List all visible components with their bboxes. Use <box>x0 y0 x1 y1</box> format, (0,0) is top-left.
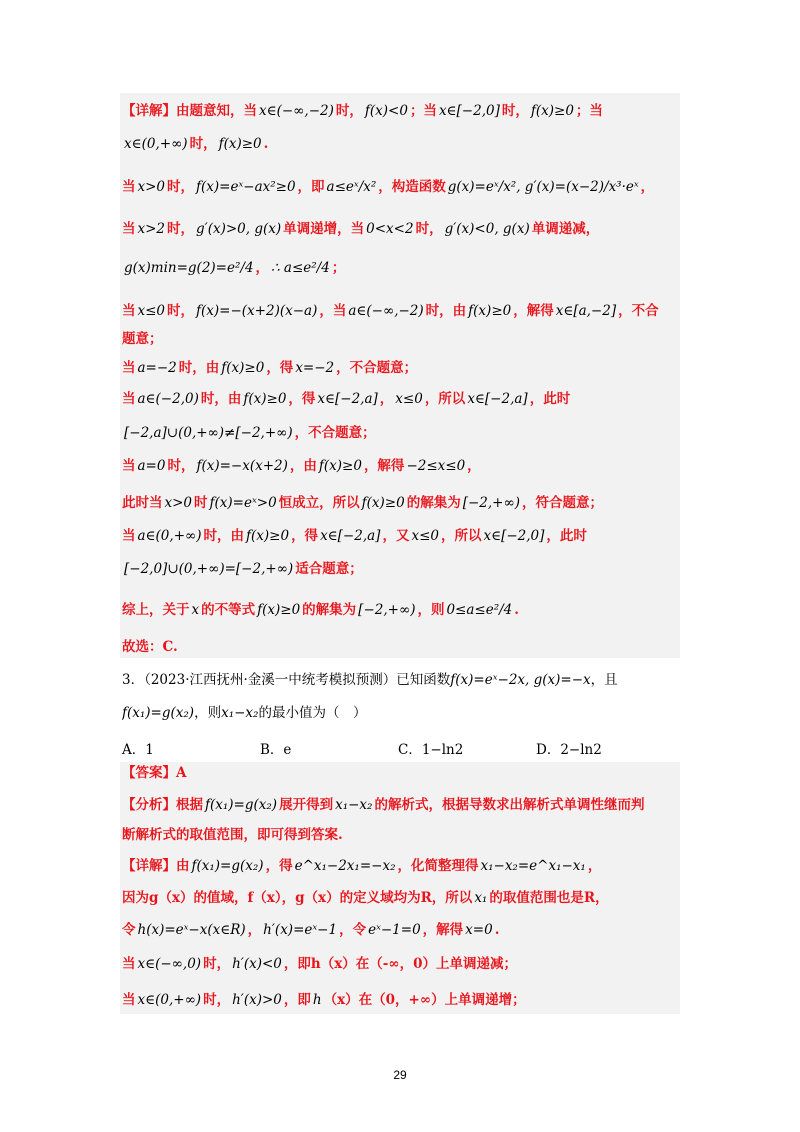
math-expression: x=−2 <box>295 360 335 376</box>
solution-text: ，此时 <box>529 391 571 407</box>
solution-text: 的不等式 <box>201 602 256 618</box>
function-definition: f(x)=eˣ−2x, g(x)=−x <box>450 672 591 688</box>
solution-text: 当 <box>122 528 136 544</box>
solution-line <box>122 954 678 974</box>
math-expression: f(x)=−(x+2)(x−a) <box>196 303 318 319</box>
solution-text: 展开得到 <box>279 797 334 813</box>
solution-text: ，即h（x）在（-∞，0）上单调递减； <box>283 956 517 972</box>
solution-text: 时， <box>167 179 195 195</box>
solution-line <box>122 358 678 378</box>
solution-text: 当 <box>122 391 136 407</box>
math-expression: f(x)≥0 <box>257 602 301 618</box>
solution-line <box>122 301 678 321</box>
math-expression: g′(x)<0, g(x) <box>444 221 530 237</box>
math-expression: x∈[−2,a] <box>320 528 381 544</box>
solution-text: . <box>263 136 269 152</box>
math-expression: x≤0 <box>137 303 166 319</box>
math-expression: x∈(0,+∞) <box>137 992 202 1008</box>
solution-text: ， <box>379 391 394 407</box>
solution-text: ，所以 <box>424 391 466 407</box>
math-expression: x₁ <box>474 890 488 906</box>
solution-line <box>122 101 678 121</box>
solution-text: ，不合题意； <box>294 425 376 441</box>
solution-text: ，即 <box>283 992 311 1008</box>
solution-text: 的取值范围也是R， <box>489 890 609 906</box>
solution-text: 时， <box>335 103 363 119</box>
solution-text: ，构造函数 <box>378 179 446 195</box>
math-expression: a≤eˣ/x² <box>326 179 377 195</box>
solution-text: 综上，关于 <box>122 602 190 618</box>
solution-text: ，解得 <box>513 303 554 319</box>
solution-text: . <box>514 602 519 618</box>
math-expression: g(x)=eˣ/x², g′(x)=(x−2)/x³·eˣ <box>447 179 639 195</box>
solution-text: ，此时 <box>546 528 587 544</box>
solution-text: （x）在（0，+∞）上单调递增； <box>323 992 526 1008</box>
solution-text: ，符合题意； <box>522 495 603 511</box>
math-expression: x=0 <box>465 922 493 938</box>
solution-text: ，得 <box>265 858 293 874</box>
math-expression: [−2,a]∪(0,+∞)≠[−2,+∞) <box>124 425 293 441</box>
solution-text: 单调递减， <box>531 221 600 237</box>
solution-text: 时， <box>415 221 443 237</box>
math-expression: [−2,0]∪(0,+∞)=[−2,+∞) <box>124 561 294 577</box>
solution-text: ，解得 <box>422 922 464 938</box>
solution-line <box>122 856 678 876</box>
solution-text: ，所以 <box>440 528 482 544</box>
option-b: B．e <box>260 742 292 758</box>
solution-text: 当 <box>122 360 136 376</box>
solution-text: 此时当 <box>122 495 163 511</box>
solution-text: . <box>494 922 500 938</box>
math-expression: x∈[−2,0] <box>438 103 500 119</box>
math-expression: x>0 <box>164 495 193 511</box>
solution-text: 适合题意； <box>295 561 363 577</box>
solution-line <box>122 329 678 349</box>
solution-text: 时 <box>194 495 208 511</box>
solution-line <box>122 600 678 620</box>
solution-text: ，得 <box>288 391 316 407</box>
math-expression: f(x)≥0 <box>218 136 262 152</box>
solution-line <box>122 134 678 154</box>
math-expression: h′(x)=eˣ−1 <box>263 922 338 938</box>
solution-text: 时， <box>167 458 195 474</box>
math-expression: a∈(−∞,−2) <box>348 303 424 319</box>
math-expression: f(x)=eˣ−ax²≥0 <box>196 179 296 195</box>
solution-text: 【分析】根据 <box>122 797 203 813</box>
solution-text: 当 <box>122 303 136 319</box>
solution-text: 故选：C. <box>122 639 178 655</box>
solution-text: 时， <box>203 992 231 1008</box>
math-expression: x <box>191 602 200 618</box>
solution-line <box>122 763 678 783</box>
solution-text: ，得 <box>266 360 294 376</box>
math-expression: x₁−x₂=e^x₁−x₁ <box>480 858 586 874</box>
solution-text: 题意； <box>122 331 163 347</box>
math-expression: f(x)≥0 <box>361 495 405 511</box>
solution-line <box>122 888 678 908</box>
solution-text: ，化简整理得 <box>397 858 479 874</box>
question-line-1: 3．（2023·江西抚州·金溪一中统考模拟预测）已知函数f(x)=eˣ−2x, g(x)=−x，且 <box>122 672 618 688</box>
math-expression: g(x)min=g(2)=e²/4 <box>124 260 254 276</box>
math-expression: f(x)≥0 <box>318 458 362 474</box>
math-expression: x∈(0,+∞) <box>124 136 188 152</box>
solution-line <box>122 177 678 197</box>
math-expression: x>2 <box>137 221 166 237</box>
solution-text: 时，由 <box>425 303 467 319</box>
solution-text: 时，由 <box>178 360 220 376</box>
math-expression: [−2,+∞) <box>462 495 520 511</box>
solution-text: 断解析式的取值范围，即可得到答案. <box>122 827 343 843</box>
math-expression: f(x)<0 <box>364 103 408 119</box>
math-expression: x∈(−∞,−2) <box>259 103 334 119</box>
solution-text: ，又 <box>382 528 410 544</box>
math-expression: f(x)≥0 <box>243 391 287 407</box>
math-expression: x∈[a,−2] <box>555 303 617 319</box>
solution-text: 令 <box>122 922 136 938</box>
solution-text: ；当 <box>575 103 603 119</box>
math-expression: e^x₁−2x₁=−x₂ <box>294 858 396 874</box>
math-expression: x∈(−∞,0) <box>137 956 202 972</box>
solution-text: ，由 <box>289 458 317 474</box>
math-expression: f(x)≥0 <box>246 528 290 544</box>
math-expression: eˣ−1=0 <box>368 922 421 938</box>
solution-text: ，令 <box>339 922 367 938</box>
solution-line <box>122 219 678 239</box>
math-expression: x₁−x₂ <box>335 797 373 813</box>
solution-text: 当 <box>122 179 136 195</box>
solution-text: 因为g（x）的值域，f（x），g（x）的定义域均为R，所以 <box>122 890 473 906</box>
solution-text: 时， <box>203 956 231 972</box>
solution-text: ，不合题意； <box>336 360 418 376</box>
question-line-2: f(x₁)=g(x₂)，则x₁−x₂的最小值为（ ） <box>122 705 367 721</box>
solution-line <box>122 423 678 443</box>
math-expression: h(x)=eˣ−x(x∈R) <box>137 922 246 938</box>
solution-text: ， <box>255 260 270 276</box>
math-expression: x∈[−2,0] <box>483 528 545 544</box>
math-expression: x∈[−2,a] <box>317 391 378 407</box>
solution-text: 时， <box>167 221 195 237</box>
solution-line <box>122 559 678 579</box>
solution-text: 时，由 <box>200 391 242 407</box>
solution-text: ； <box>331 260 346 276</box>
solution-text: ，则 <box>417 602 445 618</box>
solution-line <box>122 389 678 409</box>
solution-text: 的解析式，根据导数求出解析式单调性继而判 <box>374 797 645 813</box>
solution-text: 时， <box>501 103 529 119</box>
solution-line <box>122 258 678 278</box>
page-number: 29 <box>393 1068 407 1082</box>
solution-text: 【详解】由 <box>122 858 190 874</box>
solution-text: ，当 <box>319 303 347 319</box>
solution-line <box>122 493 678 513</box>
solution-text: ；当 <box>409 103 437 119</box>
math-expression: ∴ a≤e²/4 <box>271 260 330 276</box>
math-expression: f(x)≥0 <box>468 303 512 319</box>
math-expression: f(x)≥0 <box>530 103 574 119</box>
solution-text: ，不合 <box>618 303 659 319</box>
solution-line <box>122 825 678 845</box>
math-expression: 0<x<2 <box>366 221 414 237</box>
math-expression: h <box>312 992 322 1008</box>
solution-text: ， <box>247 922 262 938</box>
solution-text: ，即 <box>297 179 325 195</box>
math-expression: a∈(0,+∞) <box>137 528 202 544</box>
math-expression: a=−2 <box>137 360 177 376</box>
math-expression: a∈(−2,0) <box>137 391 199 407</box>
solution-text: 当 <box>122 992 136 1008</box>
math-expression: x∈[−2,a] <box>467 391 528 407</box>
solution-text: 时， <box>167 303 195 319</box>
math-expression: g′(x)>0, g(x) <box>196 221 282 237</box>
math-expression: x≤0 <box>411 528 439 544</box>
solution-text: 的解集为 <box>406 495 461 511</box>
solution-text: 恒成立，所以 <box>278 495 360 511</box>
math-expression: x≤0 <box>395 391 423 407</box>
solution-text: ， <box>587 858 602 874</box>
math-expression: f(x)=eˣ>0 <box>209 495 277 511</box>
solution-line <box>122 637 678 657</box>
solution-text: 当 <box>122 221 136 237</box>
math-expression: h′(x)<0 <box>232 956 282 972</box>
solution-line <box>122 795 678 815</box>
math-expression: f(x₁)=g(x₂) <box>205 797 278 813</box>
solution-line <box>122 990 678 1010</box>
solution-text: ， <box>640 179 655 195</box>
math-expression: f(x)=−x(x+2) <box>196 458 288 474</box>
math-expression: h′(x)>0 <box>232 992 282 1008</box>
solution-text: 单调递增，当 <box>283 221 365 237</box>
math-expression: f(x₁)=g(x₂) <box>191 858 264 874</box>
math-expression: [−2,+∞) <box>358 602 416 618</box>
solution-text: ，解得 <box>363 458 405 474</box>
solution-text: 时， <box>189 136 217 152</box>
math-expression: a=0 <box>137 458 166 474</box>
solution-text: 【答案】A <box>122 765 187 781</box>
solution-text: 时，由 <box>203 528 245 544</box>
math-expression: 0≤a≤e²/4 <box>446 602 513 618</box>
solution-text: ，得 <box>291 528 319 544</box>
solution-text: 当 <box>122 956 136 972</box>
solution-line <box>122 526 678 546</box>
option-d: D．2−ln2 <box>536 742 602 758</box>
math-expression: f(x)≥0 <box>221 360 265 376</box>
math-expression: x>0 <box>137 179 166 195</box>
solution-text: ， <box>467 458 481 474</box>
solution-text: 【详解】由题意知，当 <box>122 103 257 119</box>
math-expression: −2≤x≤0 <box>406 458 466 474</box>
solution-text: 的解集为 <box>302 602 357 618</box>
solution-text: 当 <box>122 458 136 474</box>
solution-line <box>122 456 678 476</box>
option-c: C．1−ln2 <box>398 742 464 758</box>
option-a: A．1 <box>122 742 154 758</box>
solution-line <box>122 920 678 940</box>
